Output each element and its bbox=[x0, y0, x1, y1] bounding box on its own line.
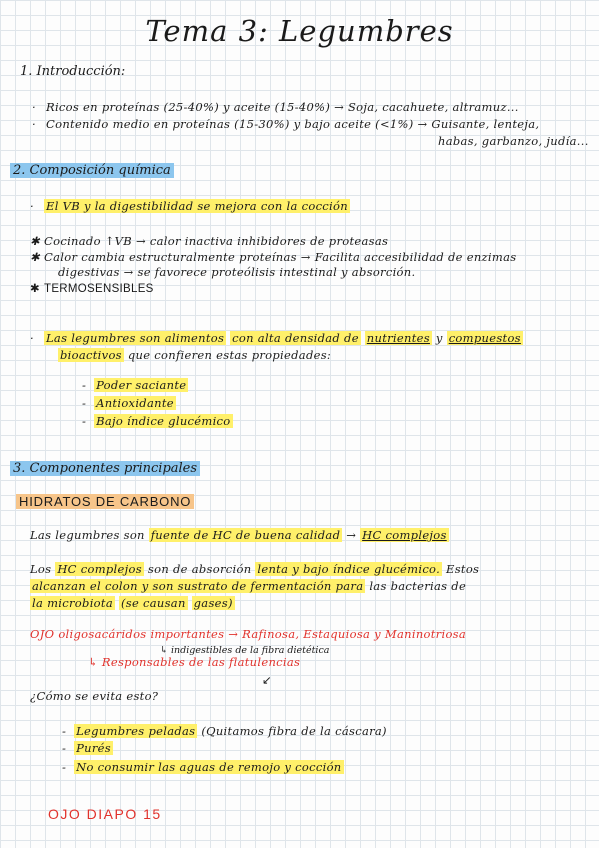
intro-bullet-2-continuation: habas, garbanzo, judía... bbox=[438, 134, 589, 148]
legumbres-line-1: · Las legumbres son alimentos con alta densidad de nutrientes y compuestos bbox=[30, 331, 521, 345]
hc-line-4: la microbiota (se causan gases) bbox=[32, 596, 233, 610]
dash: - bbox=[82, 378, 95, 392]
corner-arrow-icon: ↳ bbox=[88, 655, 102, 669]
bullet-dot: · bbox=[30, 331, 34, 345]
dash: - bbox=[62, 760, 75, 774]
hc-line-1: Las legumbres son fuente de HC de buena calidad → HC complejos bbox=[30, 528, 447, 542]
indigestibles-note: ↳ indigestibles de la fibra dietética bbox=[160, 645, 330, 656]
star-line-2: ✱ Calor cambia estructuralmente proteínas → Facilita accesibilidad de enzimas bbox=[30, 250, 517, 264]
option-item: - Legumbres peladas (Quitamos fibra de la cáscara) bbox=[62, 724, 387, 738]
star-line-1: ✱ Cocinado ↑VB → calor inactiva inhibidores de proteasas bbox=[30, 234, 389, 248]
page-title: Tema 3: Legumbres bbox=[145, 14, 454, 48]
legumbres-line-2: bioactivos que confieren estas propiedades: bbox=[60, 348, 332, 362]
option-item: - No consumir las aguas de remojo y cocción bbox=[62, 760, 342, 774]
asterisk-icon: ✱ bbox=[30, 234, 40, 248]
vb-line: · El VB y la digestibilidad se mejora con la cocción bbox=[30, 199, 348, 213]
hc-line-2: Los HC complejos son de absorción lenta y bajo índice glucémico. Estos bbox=[30, 562, 480, 576]
section-3-heading: 3. Componentes principales bbox=[10, 461, 200, 476]
dash: - bbox=[62, 741, 75, 755]
section-2-heading: 2. Composición química bbox=[10, 163, 174, 178]
option-item: - Purés bbox=[62, 741, 111, 755]
asterisk-icon: ✱ bbox=[30, 283, 40, 295]
dash: - bbox=[62, 724, 75, 738]
star-line-3: ✱ TERMOSENSIBLES bbox=[30, 283, 154, 295]
intro-bullet-2: · Contenido medio en proteínas (15-30%) y bajo aceite (<1%) → Guisante, lenteja, bbox=[32, 117, 540, 131]
property-item: - Poder saciante bbox=[82, 378, 187, 392]
bullet-dot: · bbox=[32, 117, 36, 131]
arrow-down-left-icon: ↙ bbox=[262, 673, 272, 687]
intro-bullet-1: · Ricos en proteínas (25-40%) y aceite (15-40%) → Soja, cacahuete, altramuz... bbox=[32, 100, 519, 114]
property-item: - Bajo índice glucémico bbox=[82, 414, 231, 428]
responsables-line: ↳ Responsables de las flatulencias bbox=[88, 655, 301, 669]
bullet-dot: · bbox=[32, 100, 36, 114]
hidratos-subheading: HIDRATOS DE CARBONO bbox=[16, 494, 194, 509]
section-1-heading: 1. Introducción: bbox=[20, 64, 126, 79]
question-line: ¿Cómo se evita esto? bbox=[30, 689, 159, 703]
bullet-dot: · bbox=[30, 199, 34, 213]
ojo-oligosacaridos: OJO oligosacáridos importantes → Rafinosa, Estaquiosa y Maninotriosa bbox=[30, 627, 467, 641]
property-item: - Antioxidante bbox=[82, 396, 174, 410]
hc-line-3: alcanzan el colon y son sustrato de fermentación para las bacterias de bbox=[32, 579, 467, 593]
dash: - bbox=[82, 396, 95, 410]
ojo-diapo-note: OJO DIAPO 15 bbox=[48, 806, 162, 822]
star-line-2-continuation: digestivas → se favorece proteólisis intestinal y absorción. bbox=[58, 265, 416, 279]
asterisk-icon: ✱ bbox=[30, 250, 40, 264]
dash: - bbox=[82, 414, 95, 428]
